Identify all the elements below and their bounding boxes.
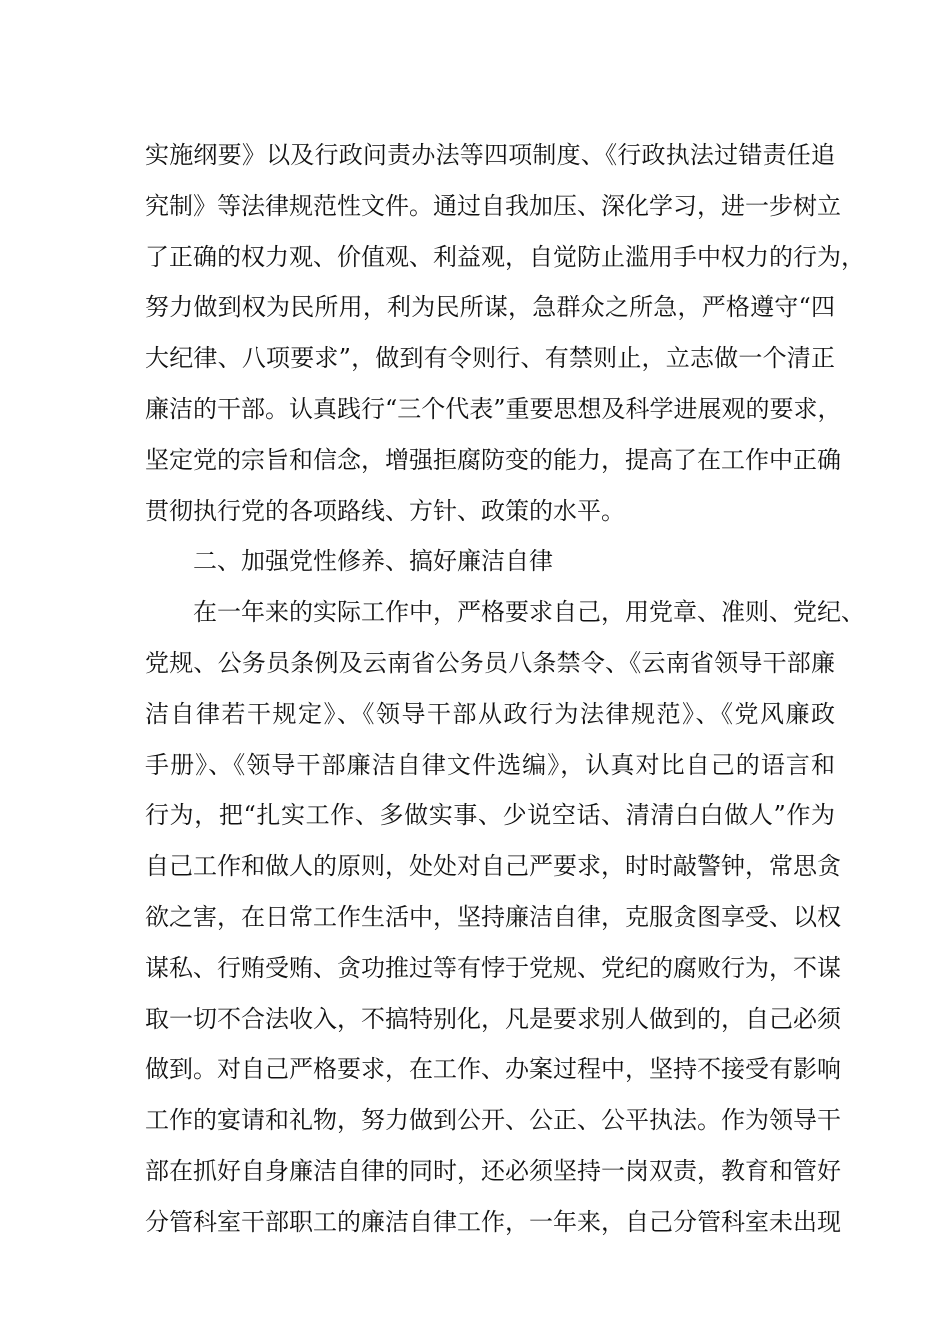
- text-line: 取一切不合法收入，不搞特别化，凡是要求别人做到的，自己必须: [145, 1004, 841, 1033]
- text-line: 行为，把“扎实工作、多做实事、少说空话、清清白白做人”作为: [145, 801, 835, 830]
- text-line: 在一年来的实际工作中，严格要求自己，用党章、准则、党纪、: [193, 598, 865, 627]
- text-line: 党规、公务员条例及云南省公务员八条禁令、《云南省领导干部廉: [145, 648, 835, 677]
- text-line: 手册》、《领导干部廉洁自律文件选编》，认真对比自己的语言和: [145, 750, 835, 779]
- text-line: 工作的宴请和礼物，努力做到公开、公正、公平执法。作为领导干: [145, 1106, 841, 1135]
- text-line: 洁自律若干规定》、《领导干部从政行为法律规范》、《党风廉政: [145, 699, 835, 728]
- text-line: 努力做到权为民所用，利为民所谋，急群众之所急，严格遵守“四: [145, 293, 835, 322]
- text-line: 部在抓好自身廉洁自律的同时，还必须坚持一岗双责，教育和管好: [145, 1156, 841, 1185]
- text-line: 贯彻执行党的各项路线、方针、政策的水平。: [145, 496, 625, 525]
- text-line: 自己工作和做人的原则，处处对自己严要求，时时敲警钟，常思贪: [145, 852, 841, 881]
- text-line: 欲之害，在日常工作生活中，坚持廉洁自律，克服贪图享受、以权: [145, 902, 841, 931]
- text-line: 分管科室干部职工的廉洁自律工作，一年来，自己分管科室未出现: [145, 1207, 841, 1236]
- text-line: 究制》等法律规范性文件。通过自我加压、深化学习，进一步树立: [145, 191, 841, 220]
- section-heading: 二、加强党性修养、搞好廉洁自律: [193, 547, 553, 576]
- text-line: 了正确的权力观、价值观、利益观，自觉防止滥用手中权力的行为，: [145, 242, 865, 271]
- text-line: 实施纲要》以及行政问责办法等四项制度、《行政执法过错责任追: [145, 141, 835, 169]
- text-line: 做到。对自己严格要求，在工作、办案过程中，坚持不接受有影响: [145, 1055, 841, 1084]
- text-line: 谋私、行贿受贿、贪功推过等有悖于党规、党纪的腐败行为，不谋: [145, 953, 841, 982]
- text-line: 大纪律、八项要求”，做到有令则行、有禁则止，立志做一个清正: [145, 344, 835, 373]
- text-line: 坚定党的宗旨和信念，增强拒腐防变的能力，提高了在工作中正确: [145, 445, 841, 474]
- text-line: 廉洁的干部。认真践行“三个代表”重要思想及科学进展观的要求，: [145, 394, 842, 423]
- document-body: [145, 130, 865, 1248]
